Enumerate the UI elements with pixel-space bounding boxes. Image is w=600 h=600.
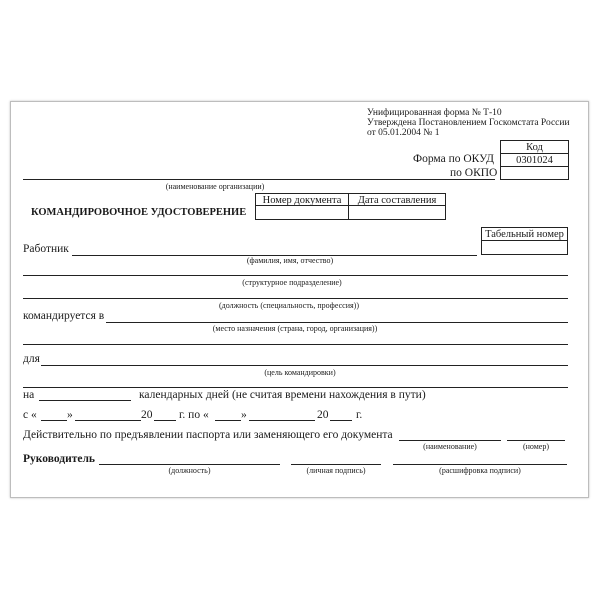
okud-label: Форма по ОКУД (413, 153, 494, 165)
date-to-day-field[interactable] (215, 420, 241, 421)
head-position-field[interactable] (99, 464, 280, 465)
tabel-number-cell[interactable] (481, 240, 568, 255)
date-from-prefix: с « (23, 409, 37, 421)
worker-name-caption: (фамилия, имя, отчество) (246, 256, 334, 265)
head-signature-field[interactable] (291, 464, 381, 465)
position-caption: (должность (специальность, профессия)) (219, 301, 359, 310)
okpo-code-cell[interactable] (500, 166, 569, 180)
date-from-month-field[interactable] (75, 420, 141, 421)
date-to-suffix: г. (356, 409, 363, 421)
position-line[interactable] (23, 298, 568, 299)
date-from-year-field[interactable] (154, 420, 176, 421)
date-from-quote-close: » (67, 409, 73, 421)
okpo-label: по ОКПО (450, 167, 498, 179)
date-from-day-field[interactable] (41, 420, 67, 421)
validity-text: Действительно по предъявлении паспорта или заменяющего его документа (23, 429, 393, 441)
head-decoding-caption: (расшифровка подписи) (439, 466, 521, 475)
duration-prefix: на (23, 389, 35, 401)
form-header-line-2: Утверждена Постановлением Госкомстата России (367, 118, 570, 128)
document-title: КОМАНДИРОВОЧНОЕ УДОСТОВЕРЕНИЕ (31, 207, 247, 218)
duration-days-field[interactable] (39, 400, 131, 401)
department-caption: (структурное подразделение) (242, 278, 342, 287)
destination-caption: (место назначения (страна, город, организация)) (212, 324, 378, 333)
date-to-year-field[interactable] (330, 420, 352, 421)
date-to-year-prefix: 20 (317, 409, 329, 421)
form-sheet (10, 101, 589, 498)
form-header-line-3: от 05.01.2004 № 1 (367, 128, 440, 138)
head-signature-caption: (личная подпись) (306, 466, 366, 475)
tabel-number-header: Табельный номер (481, 227, 568, 241)
date-to-month-field[interactable] (249, 420, 315, 421)
id-document-number-field[interactable] (507, 440, 565, 441)
purpose-label: для (23, 353, 40, 365)
kod-header-cell: Код (500, 140, 569, 154)
id-document-number-caption: (номер) (522, 442, 550, 451)
doc-number-header: Номер документа (255, 193, 349, 206)
date-from-year-prefix: 20 (141, 409, 153, 421)
destination-label: командируется в (23, 310, 105, 322)
date-to-quote-close: » (241, 409, 247, 421)
okud-code-cell[interactable]: 0301024 (500, 153, 569, 167)
destination-line[interactable] (106, 322, 568, 323)
form-header-line-1: Унифицированная форма № Т-10 (367, 108, 502, 118)
purpose-line[interactable] (41, 365, 568, 366)
purpose-caption: (цель командировки) (264, 368, 336, 377)
date-to-prefix: г. по « (179, 409, 209, 421)
id-document-name-field[interactable] (399, 440, 501, 441)
doc-date-header: Дата составления (348, 193, 446, 206)
id-document-name-caption: (наименование) (423, 442, 477, 451)
organization-caption: (наименование организации) (165, 182, 265, 191)
worker-label: Работник (23, 243, 69, 255)
doc-number-cell[interactable] (255, 205, 349, 220)
head-decoding-field[interactable] (393, 464, 567, 465)
head-label: Руководитель (23, 453, 95, 465)
department-line[interactable] (23, 275, 568, 276)
purpose-line-2[interactable] (23, 387, 568, 388)
duration-suffix: календарных дней (не считая времени нахождения в пути) (139, 389, 426, 401)
organization-name-line[interactable] (23, 179, 495, 180)
destination-line-2[interactable] (23, 344, 568, 345)
head-position-caption: (должность) (168, 466, 211, 475)
doc-date-cell[interactable] (348, 205, 446, 220)
